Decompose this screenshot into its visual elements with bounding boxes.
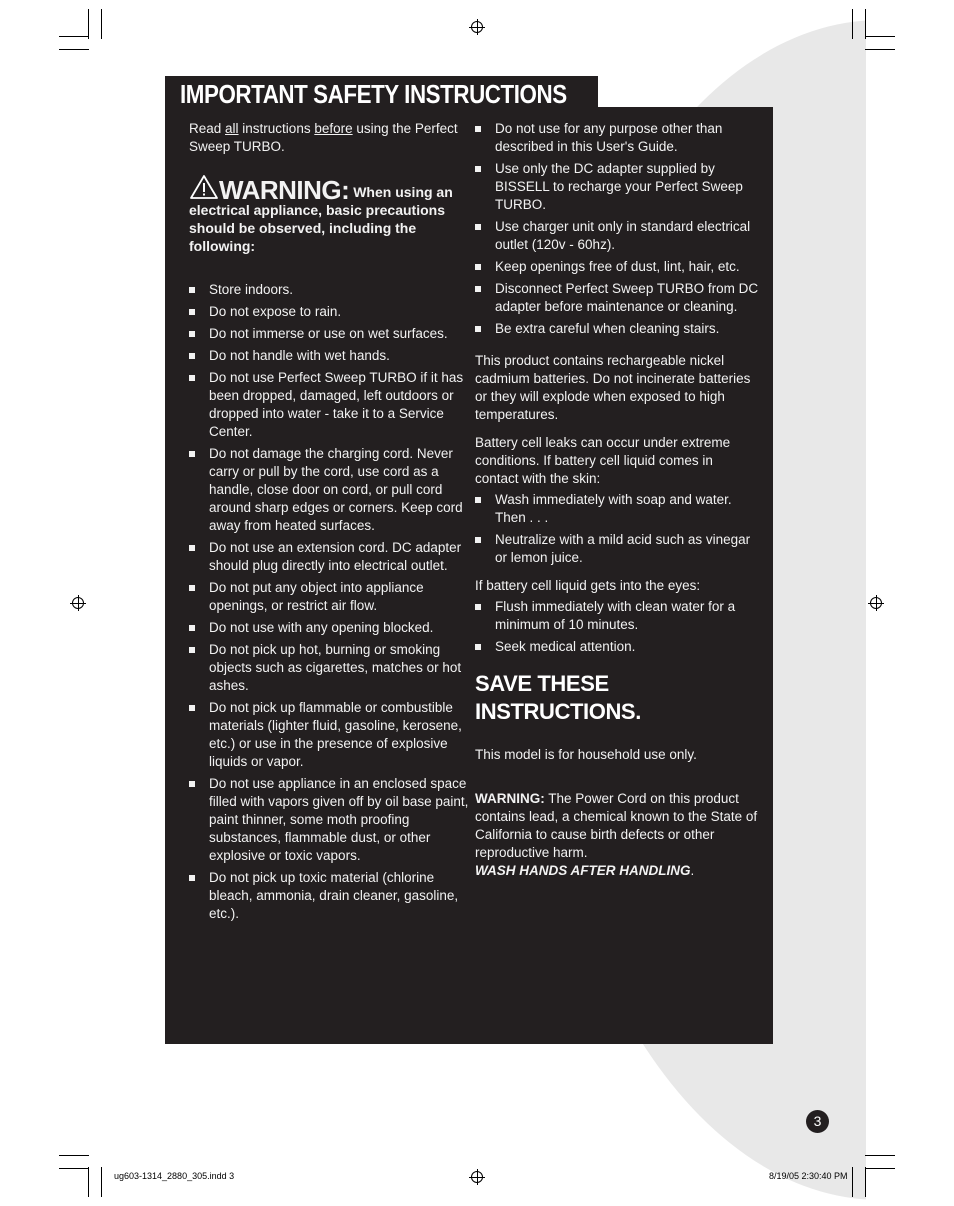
bullet-icon xyxy=(475,286,481,292)
ca-warning-label: WARNING: xyxy=(475,791,545,806)
bullet-icon xyxy=(189,875,195,881)
list-item xyxy=(189,869,469,923)
bullet-icon xyxy=(189,625,195,631)
list-item xyxy=(189,619,469,637)
registration-mark-icon xyxy=(471,21,483,33)
list-item-text: Do not handle with wet hands. xyxy=(209,348,390,363)
list-item xyxy=(189,539,469,575)
registration-mark-icon xyxy=(471,1171,483,1183)
list-item xyxy=(475,320,760,338)
intro-read: Read xyxy=(189,121,226,136)
list-item xyxy=(189,641,469,695)
bullet-icon xyxy=(189,585,195,591)
wash-hands-text: WASH HANDS AFTER HANDLING xyxy=(475,863,691,878)
list-item xyxy=(189,699,469,771)
warning-text: When using an electrical appliance, basic precautions should be observed, including the following: xyxy=(189,184,453,254)
crop-mark xyxy=(865,9,866,39)
crop-mark xyxy=(59,36,89,37)
crop-mark xyxy=(88,9,89,39)
list-item xyxy=(475,280,760,316)
list-item xyxy=(475,531,760,567)
intro-instructions: instructions xyxy=(238,121,315,136)
leak-text: Battery cell leaks can occur under extreme conditions. If battery cell liquid comes in contact with the skin: xyxy=(475,435,731,486)
crop-mark xyxy=(865,36,895,37)
household-text: This model is for household use only. xyxy=(475,747,697,762)
list-item xyxy=(189,445,469,535)
save-heading: SAVE THESE INSTRUCTIONS. xyxy=(475,671,641,724)
list-item-text: Do not use with any opening blocked. xyxy=(209,620,434,635)
list-item-text: Do not use for any purpose other than described in this User's Guide. xyxy=(495,121,723,154)
list-item-text: Store indoors. xyxy=(209,282,294,297)
list-item xyxy=(475,218,760,254)
list-item-text: Seek medical attention. xyxy=(495,639,636,654)
list-item-text: Keep openings free of dust, lint, hair, etc. xyxy=(495,259,740,274)
crop-mark xyxy=(101,1167,102,1197)
bullet-icon xyxy=(475,497,481,503)
list-item xyxy=(475,491,760,527)
bullet-icon xyxy=(189,331,195,337)
bullet-icon xyxy=(475,166,481,172)
list-item-text: Use charger unit only in standard electrical outlet (120v - 60hz). xyxy=(495,219,751,252)
list-item-text: Do not use Perfect Sweep TURBO if it has been dropped, damaged, left outdoors or dropped into water - take it to a Service Center. xyxy=(209,370,464,439)
list-item xyxy=(475,160,760,214)
crop-mark xyxy=(865,1168,895,1169)
list-item-text: Wash immediately with soap and water. Then . . . xyxy=(495,492,732,525)
intro-all: all xyxy=(225,121,239,136)
registration-mark-icon xyxy=(870,597,882,609)
warning-heading xyxy=(189,174,469,255)
list-item-text: Do not expose to rain. xyxy=(209,304,342,319)
intro-before: before xyxy=(314,121,353,136)
list-item-text: Do not immerse or use on wet surfaces. xyxy=(209,326,448,341)
bullet-icon xyxy=(189,451,195,457)
list-item-text: Disconnect Perfect Sweep TURBO from DC adapter before maintenance or cleaning. xyxy=(495,281,759,314)
intro-text xyxy=(189,120,469,156)
eye-contact-list xyxy=(475,598,760,656)
list-item xyxy=(475,638,760,656)
bullet-icon xyxy=(475,604,481,610)
crop-mark xyxy=(852,9,853,39)
list-item-text: Do not use appliance in an enclosed space filled with vapors given off by oil base paint, paint thinner, some moth proofing substances, flammable dust, or other explosive or toxic vapors. xyxy=(209,776,469,863)
left-safety-list xyxy=(189,281,469,923)
crop-mark xyxy=(88,1167,89,1197)
list-item xyxy=(189,281,469,299)
eyes-text: If battery cell liquid gets into the eyes: xyxy=(475,578,701,593)
list-item-text: Use only the DC adapter supplied by BISSELL to recharge your Perfect Sweep TURBO. xyxy=(495,161,743,212)
crop-mark xyxy=(59,1155,89,1156)
crop-mark xyxy=(865,49,895,50)
warning-triangle-icon xyxy=(189,174,219,200)
bullet-icon xyxy=(189,353,195,359)
list-item-text: Do not damage the charging cord. Never carry or pull by the cord, use cord as a handle, close door on cord, or pull cord around sharp edges or corners. Keep cord away from heated surfaces. xyxy=(209,446,463,533)
title-bar xyxy=(165,76,598,110)
bullet-icon xyxy=(189,545,195,551)
bullet-icon xyxy=(475,126,481,132)
bullet-icon xyxy=(189,287,195,293)
bullet-icon xyxy=(475,326,481,332)
page-title: IMPORTANT SAFETY INSTRUCTIONS xyxy=(180,79,567,109)
list-item xyxy=(189,325,469,343)
bullet-icon xyxy=(189,375,195,381)
skin-contact-list xyxy=(475,491,760,567)
crop-mark xyxy=(101,9,102,39)
battery-text: This product contains rechargeable nickel cadmium batteries. Do not incinerate batteries or they will explode when exposed to high temperatures. xyxy=(475,353,751,422)
bullet-icon xyxy=(189,705,195,711)
list-item xyxy=(189,303,469,321)
right-column xyxy=(475,120,760,880)
list-item xyxy=(189,579,469,615)
left-column xyxy=(189,120,469,927)
crop-mark xyxy=(865,1167,866,1197)
slug-filename: ug603-1314_2880_305.indd 3 xyxy=(114,1171,235,1181)
california-warning xyxy=(475,790,760,880)
list-item-text: Do not pick up hot, burning or smoking objects such as cigarettes, matches or hot ashes. xyxy=(209,642,462,693)
list-item xyxy=(189,369,469,441)
right-safety-list xyxy=(475,120,760,338)
intro-rest: using the Perfect Sweep TURBO. xyxy=(189,121,458,154)
registration-mark-icon xyxy=(72,597,84,609)
crop-mark xyxy=(852,1167,853,1197)
bullet-icon xyxy=(189,781,195,787)
bullet-icon xyxy=(189,647,195,653)
list-item-text: Do not pick up flammable or combustible materials (lighter fluid, gasoline, kerosene, etc.) or use in the presence of explosive liquids or vapor. xyxy=(209,700,462,769)
page-number: 3 xyxy=(806,1110,829,1133)
list-item xyxy=(475,258,760,276)
ca-warning-end: . xyxy=(690,863,695,878)
list-item xyxy=(189,347,469,365)
bullet-icon xyxy=(475,224,481,230)
bullet-icon xyxy=(475,264,481,270)
list-item-text: Do not put any object into appliance openings, or restrict air flow. xyxy=(209,580,424,613)
list-item-text: Neutralize with a mild acid such as vinegar or lemon juice. xyxy=(495,532,751,565)
warning-word: WARNING: xyxy=(219,175,350,205)
list-item xyxy=(475,598,760,634)
ca-warning-text: The Power Cord on this product contains lead, a chemical known to the State of California to cause birth defects or other reproductive harm. xyxy=(475,791,758,860)
crop-mark xyxy=(59,1168,89,1169)
bullet-icon xyxy=(475,537,481,543)
crop-mark xyxy=(59,49,89,50)
bullet-icon xyxy=(189,309,195,315)
list-item-text: Do not use an extension cord. DC adapter should plug directly into electrical outlet. xyxy=(209,540,462,573)
slug-timestamp: 8/19/05 2:30:40 PM xyxy=(769,1171,848,1181)
list-item xyxy=(189,775,469,865)
list-item-text: Do not pick up toxic material (chlorine bleach, ammonia, drain cleaner, gasoline, etc.). xyxy=(209,870,459,921)
list-item-text: Flush immediately with clean water for a minimum of 10 minutes. xyxy=(495,599,736,632)
list-item-text: Be extra careful when cleaning stairs. xyxy=(495,321,720,336)
bullet-icon xyxy=(475,644,481,650)
crop-mark xyxy=(865,1155,895,1156)
list-item xyxy=(475,120,760,156)
